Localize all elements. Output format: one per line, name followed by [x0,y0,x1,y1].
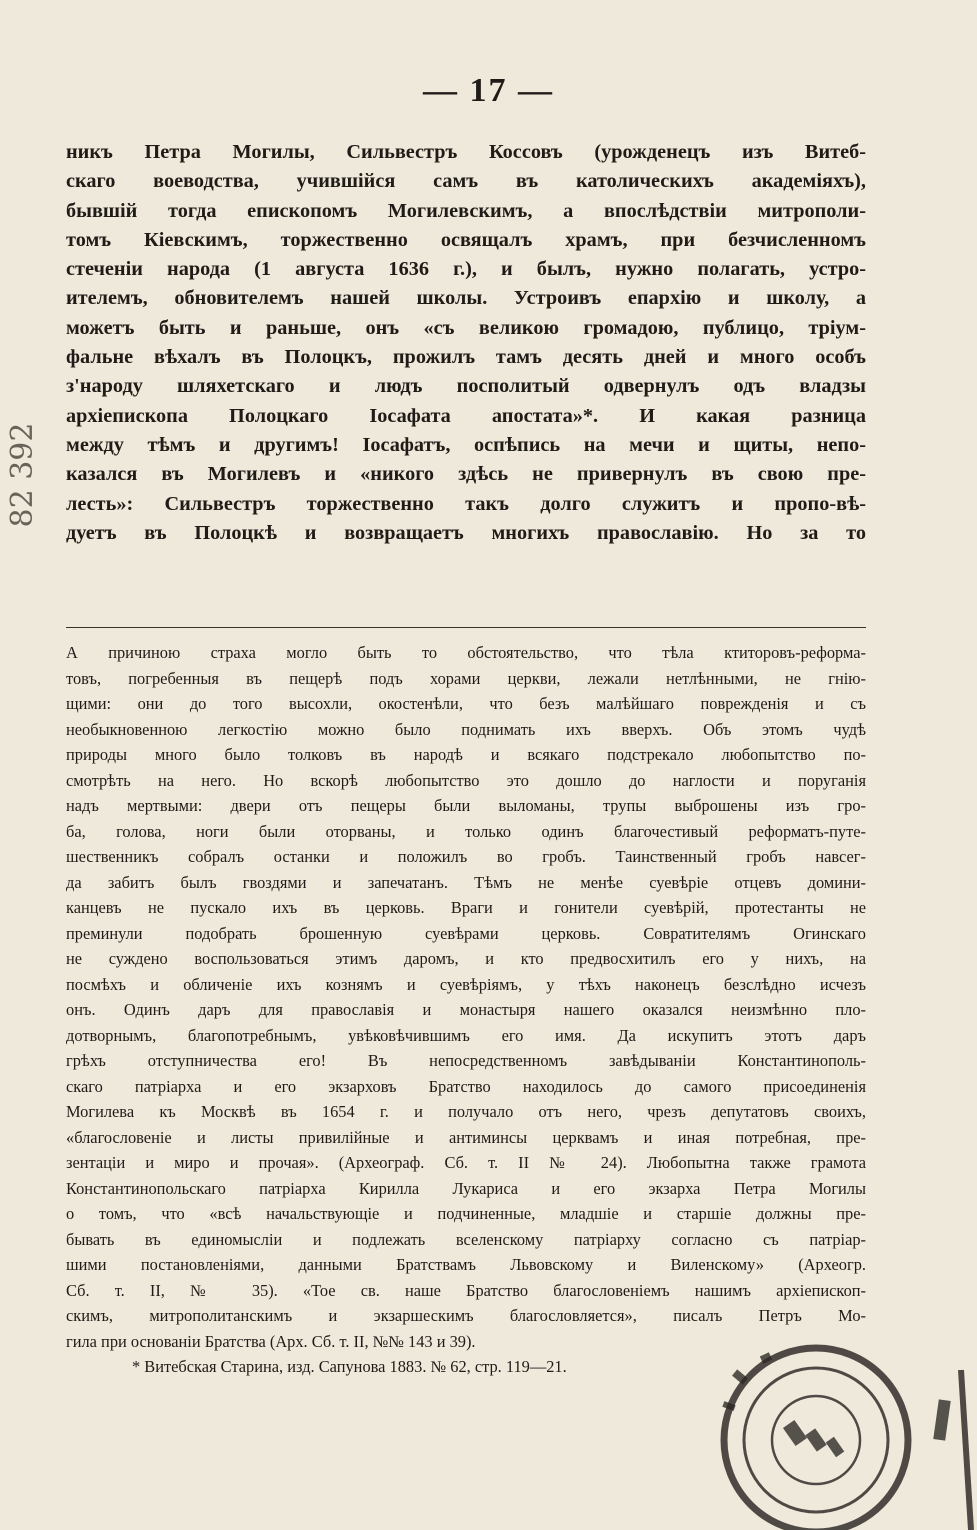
main-line: между тѣмъ и другимъ! Іосафатъ, оспѣпись на мечи и щиты, непо- [66,433,866,456]
main-line: никъ Петра Могилы, Сильвестръ Коссовъ (урожденецъ изъ Витеб- [66,141,866,163]
footnote-separator [66,627,866,628]
footnote-line: смотрѣть на него. Но вскорѣ любопытство это дошло до наглости и поруганія [66,770,866,790]
footnote-line: не суждено воспользоваться этимъ даромъ, и кто предвосхитилъ его у нихъ, на [66,949,866,968]
footnote-line: канцевъ не пускало ихъ въ церковь. Враги и гонители суевѣрій, протестанты не [66,898,866,917]
footnote-line: скаго патріарха и его экзарховъ Братство находилось до самого присоединенія [66,1076,866,1096]
footnote-line: необыкновенною легкостію можно было поднимать ихъ вверхъ. Объ этомъ чудѣ [66,719,866,739]
footnote-line: скимъ, митрополитанскимъ и экзаршескимъ благословляется», писалъ Петръ Мо- [66,1306,866,1325]
main-line: фальне вѣхалъ въ Полоцкъ, прожилъ тамъ десять дней и много особъ [66,346,866,369]
footnote-line: бывать въ единомысліи и подлежать вселенскому патріарху согласно съ патріар- [66,1229,866,1249]
footnote-line: надъ мертвыми: двери отъ пещеры были выломаны, трупы выброшены изъ гро- [66,796,866,815]
library-stamp-icon [706,1330,976,1530]
footnote-line: преминули подобрать брошенную суевѣрами церковь. Совратителямъ Огинскаго [66,923,866,943]
main-line: ителемъ, обновителемъ нашей школы. Устроивъ епархію и школу, а [66,287,866,310]
footnote-line: Сб. т. II, № 35). «Тое св. наше Братство благословеніемъ нашимъ архіепископ- [66,1280,866,1300]
footnote-text [66,640,866,1380]
footnote-line: «благословеніе и листы привилійные и антиминсы церквамъ и иная потребная, пре- [66,1127,866,1147]
footnote-line: А причиною страха могло быть то обстоятельство, что тѣла ктиторовъ-реформа- [66,643,866,662]
footnote-line: о томъ, что «всѣ начальствующіе и подчиненные, младшіе и старшіе должны пре- [66,1204,866,1223]
footnote-line: ба, голова, ноги были оторваны, и только одинъ благочестивый реформатъ-путе- [66,821,866,841]
main-line: з'народу шляхетскаго и людъ посполитый одвернулъ одъ владзы [66,375,866,398]
handwritten-margin-note: 82 392 [4,422,40,528]
main-line: стеченіи народа (1 августа 1636 г.), и былъ, нужно полагать, устро- [66,258,866,281]
footnote-line: да забитъ былъ гвоздями и запечатанъ. Тѣмъ не менѣе суевѣріе отцевъ домини- [66,872,866,892]
main-line: можетъ быть и раньше, онъ «съ великою громадою, публицо, тріум- [66,316,866,339]
page-number: — 17 — [423,72,554,109]
footnote-line: природы много было толковъ въ народѣ и всякаго подстрекало любопытство по- [66,745,866,764]
main-line: бывшій тогда епископомъ Могилевскимъ, а впослѣдствіи митрополи- [66,199,866,222]
footnote-line: грѣхъ отступничества его! Въ непосредственномъ завѣдываніи Константинополь- [66,1051,866,1070]
footnote-line: шими постановленіями, данными Братствамъ Львовскому и Виленскому» (Археогр. [66,1255,866,1274]
footnote-line: Константинопольскаго патріарха Кирилла Лукариса и его экзарха Петра Могилы [66,1178,866,1198]
reference-line: * Витебская Старина, изд. Сапунова 1883. № 62, стр. 119—21. [132,1357,567,1376]
footnote-line: Могилева къ Москвѣ въ 1654 г. и получало отъ него, чрезъ депутатовъ своихъ, [66,1102,866,1121]
footnote-line: зентаціи и миро и прочая». (Археограф. Сб. т. II № 24). Любопытна также грамота [66,1153,866,1172]
footnote-line: посмѣхъ и обличеніе ихъ кознямъ и суевѣріямъ, у тѣхъ наконецъ безслѣдно исчезъ [66,974,866,994]
footnote-line: товъ, погребенныя въ пещерѣ подъ хорами церкви, лежали нетлѣнными, не гнію- [66,668,866,688]
footnote-line: дотворнымъ, благопотребнымъ, увѣковѣчившимъ его имя. Да искупитъ этотъ даръ [66,1025,866,1045]
main-line: томъ Кіевскимъ, торжественно освящалъ храмъ, при безчисленномъ [66,228,866,251]
main-line: архіепископа Полоцкаго Іосафата апостата»*. И какая разница [66,404,866,427]
main-line: скаго воеводства, учившійся самъ въ католическихъ академіяхъ), [66,170,866,193]
main-text [66,138,866,548]
main-line: лесть»: Сильвестръ торжественно такъ долго служитъ и пропо-вѣ- [66,492,866,515]
footnote-line: шественникъ собралъ останки и положилъ во гробъ. Таинственный гробъ навсег- [66,847,866,866]
footnote-line: щими: они до того высохли, окостенѣли, что безъ малѣйшаго поврежденія и съ [66,694,866,713]
footnote-line: гила при основаніи Братства (Арх. Сб. т. II, №№ 143 и 39). [66,1331,476,1351]
main-line: дуетъ въ Полоцкѣ и возвращаетъ многихъ православію. Но за то [66,521,866,544]
main-line: казался въ Могилевъ и «никого здѣсь не привернулъ въ свою пре- [66,463,866,486]
footnote-line: онъ. Одинъ даръ для православія и монастыря нашего оказался неизмѣнно пло- [66,1000,866,1019]
